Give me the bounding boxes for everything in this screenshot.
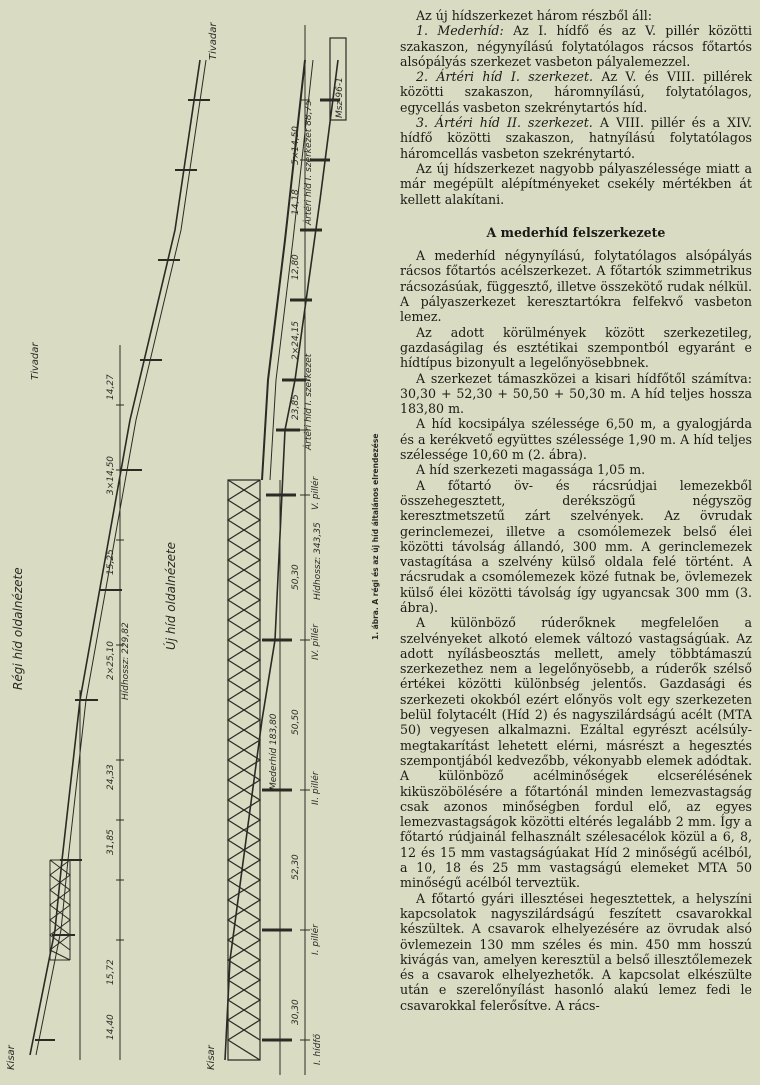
pier-5-label: V. pillér xyxy=(311,476,321,510)
pier-2-label: II. pillér xyxy=(311,771,321,805)
new-top-end-label: Tivadar xyxy=(208,22,219,60)
section-heading: A mederhíd felszerkezete xyxy=(486,224,666,240)
item-title: 2. Ártéri híd I. szerkezet. xyxy=(416,69,594,85)
paragraph: A híd szerkezeti magassága 1,05 m. xyxy=(416,462,646,478)
figure-caption: 1. ábra. A régi és az új híd általános elrendezése xyxy=(371,433,380,640)
new-total-length: Hídhossz: 343,35 xyxy=(313,522,323,600)
new-bottom-end-label: Kisar xyxy=(206,1045,217,1070)
list-item xyxy=(400,23,752,69)
pier-1-label: I. pillér xyxy=(311,924,321,955)
old-total-length: Hídhossz: 229,82 xyxy=(121,622,131,700)
arteri1-dim: 23,85 xyxy=(291,394,301,420)
old-span-5: 2×25,10 xyxy=(106,640,116,680)
list-item xyxy=(400,69,752,115)
paragraph: A főtartó öv- és rácsrúdjai lemezekből összehegesztett, derékszögű négyszög keresztmetszetű zárt szelvények. Az övrudak gerinclemezei, illetve a csomólemezek belső élei közötti távolság állandó, 300 mm. A gerinclemezek vastagítása a szelvény külső oldala felé történt. A rácsrudak a csomólemezek közé futnak be, övlemezek külső élei közötti távolság így ugyancsak 300 mm (3. ábra). xyxy=(400,477,752,615)
list-item xyxy=(400,115,752,161)
item-body: Az I. hídfő és az V. pillér közötti szakaszon, négynyílású folytatólagos rácsos főtartós alsópályás szerkezet vasbeton pályalemezzel. xyxy=(400,23,752,69)
mederhid-length: Mederhíd 183,80 xyxy=(269,713,279,790)
paragraph: A mederhíd négynyílású, folytatólagos alsópályás rácsos főtartós acélszerkezet. A főtartók szimmetrikus rácsozásúak, függesztő, illetve összekötő rudak nélkül. A pályaszerkezet keresztartókra felfekvő vasbeton lemez. xyxy=(400,248,752,325)
article-text xyxy=(400,8,752,1013)
figure-labels xyxy=(6,22,380,1070)
arteri2-label: Ártéri híd I. szerkezet 88,75 xyxy=(304,100,314,225)
old-bottom-end-label: Kisar xyxy=(6,1045,17,1070)
old-span-9: 5×14,50 xyxy=(291,125,301,165)
pier-4-label: IV. pillér xyxy=(311,624,321,660)
hidfo-label: I. hídfő xyxy=(313,1034,323,1065)
item-title: 1. Mederhíd: xyxy=(416,23,504,39)
old-span-7: 3×14,50 xyxy=(106,455,116,495)
paragraph: A híd kocsipálya szélessége 6,50 m, a gyalogjárda és a kerékvető együttes szélessége 1,90 m. A híd teljes szélessége 10,60 m (2. ábra). xyxy=(400,416,752,463)
arteri1-dim2: 12,80 xyxy=(291,254,301,280)
old-span-4: 24,33 xyxy=(106,764,116,790)
paragraph: Az adott körülmények között szerkezetileg, gazdaságilag és esztétikai szempontból egyaránt e hídtípus bizonyult a legelőnyösebbnek. xyxy=(400,324,752,371)
arteri1-spans: 2×24,15 xyxy=(291,320,301,360)
old-span-3: 31,85 xyxy=(106,829,116,855)
new-bridge-heading: Új híd oldalnézete xyxy=(164,541,178,650)
paragraph: A különböző rúderőknek megfelelően a szelvényeket alkotó elemek változó vastagságúak. Az adott nyílásbeosztás mellett, amely többtámaszú szerkezethez nem a legelőnyösebb, a rúderők szélső értékei közötti különbség jelentős. Gazdasági és szerkezeti okokból ezért előnyös volt egy szerkezeten belül folytacélt (Híd 2) és nagyszilárdságú acélt (MTA 50) vegyesen alkalmazni. Ezáltal egyrészt acélsúly-megtakarítást lehetett elérni, másrészt a hegesztés szempontjából kedvezőbb, vékonyabb elemek adódtak. A különböző acélminőségek elcserélésének kiküszöbölésére a főtartónál minden lemezvastagság csak azonos minőségben fordul elő, az egyes lemezvastagságok közötti eltérés legalább 2 mm. Így a főtartó rúdjainál felhasznált szélesacélok közül a 6, 8, 12 és 15 mm vastagságúakat Híd 2 minőségű acélból, a 10, 18 és 25 mm vastagságú elemeket MTA 50 minőségű acélból terveztük. xyxy=(400,615,752,891)
new-span-3: 50,50 xyxy=(291,709,301,735)
paragraph: Az új hídszerkezet nagyobb pályaszélessége miatt a már megépült alépítményeket csekély mértékben át kellett alakítani. xyxy=(400,160,752,207)
item-body: A VIII. pillér és a XIV. hídfő közötti szakaszon, hatnyílású folytatólagos háromcellás vasbeton szekrénytartó. xyxy=(400,115,752,161)
new-span-1: 30,30 xyxy=(291,999,301,1025)
paragraph: A szerkezet támaszközei a kisari hídfőtől számítva: 30,30 + 52,30 + 50,50 + 50,30 m. A híd teljes hossza 183,80 m. xyxy=(400,370,752,417)
old-span-2: 15,72 xyxy=(106,959,116,985)
old-bridge-heading: Régi híd oldalnézete xyxy=(11,567,25,690)
stamp-text: Msz-96-1 xyxy=(335,77,345,118)
old-span-8: 14,27 xyxy=(106,374,116,400)
old-top-end-label: Tivadar xyxy=(30,342,41,380)
arteri1-label: Ártéri híd I. szerkezet xyxy=(304,353,314,450)
new-piers xyxy=(262,100,340,1040)
item-title: 3. Ártéri híd II. szerkezet. xyxy=(416,115,593,131)
item-body: Az V. és VIII. pillérek közötti szakaszon, háromnyílású, folytatólagos, egycellás vasbeton szekrénytartós híd. xyxy=(400,69,752,115)
arteri1-dim3: 14,18 xyxy=(291,189,301,215)
paragraph: A főtartó gyári illesztései hegesztettek, a helyszíni kapcsolatok nagyszilárdságú feszített csavarokkal készültek. A csavarok elhelyezésére az övrudak alsó övlemezein 130 mm széles és min. 450 mm hosszú kivágás van, amelyen keresztül a belső illesztőlemezek és a csavarok elhelyezhetők. A kapcsolat elkészülte után e szerelőnyílást hasonló alakú lemez fedi le csavarokkal felerősítve. A rács- xyxy=(400,890,752,1013)
new-span-2: 52,30 xyxy=(291,854,301,880)
old-span-1: 14,40 xyxy=(106,1014,116,1040)
old-span-6: 15,25 xyxy=(106,549,116,575)
intro-paragraph: Az új hídszerkezet három részből áll: xyxy=(416,8,652,23)
new-span-4: 50,30 xyxy=(291,564,301,590)
